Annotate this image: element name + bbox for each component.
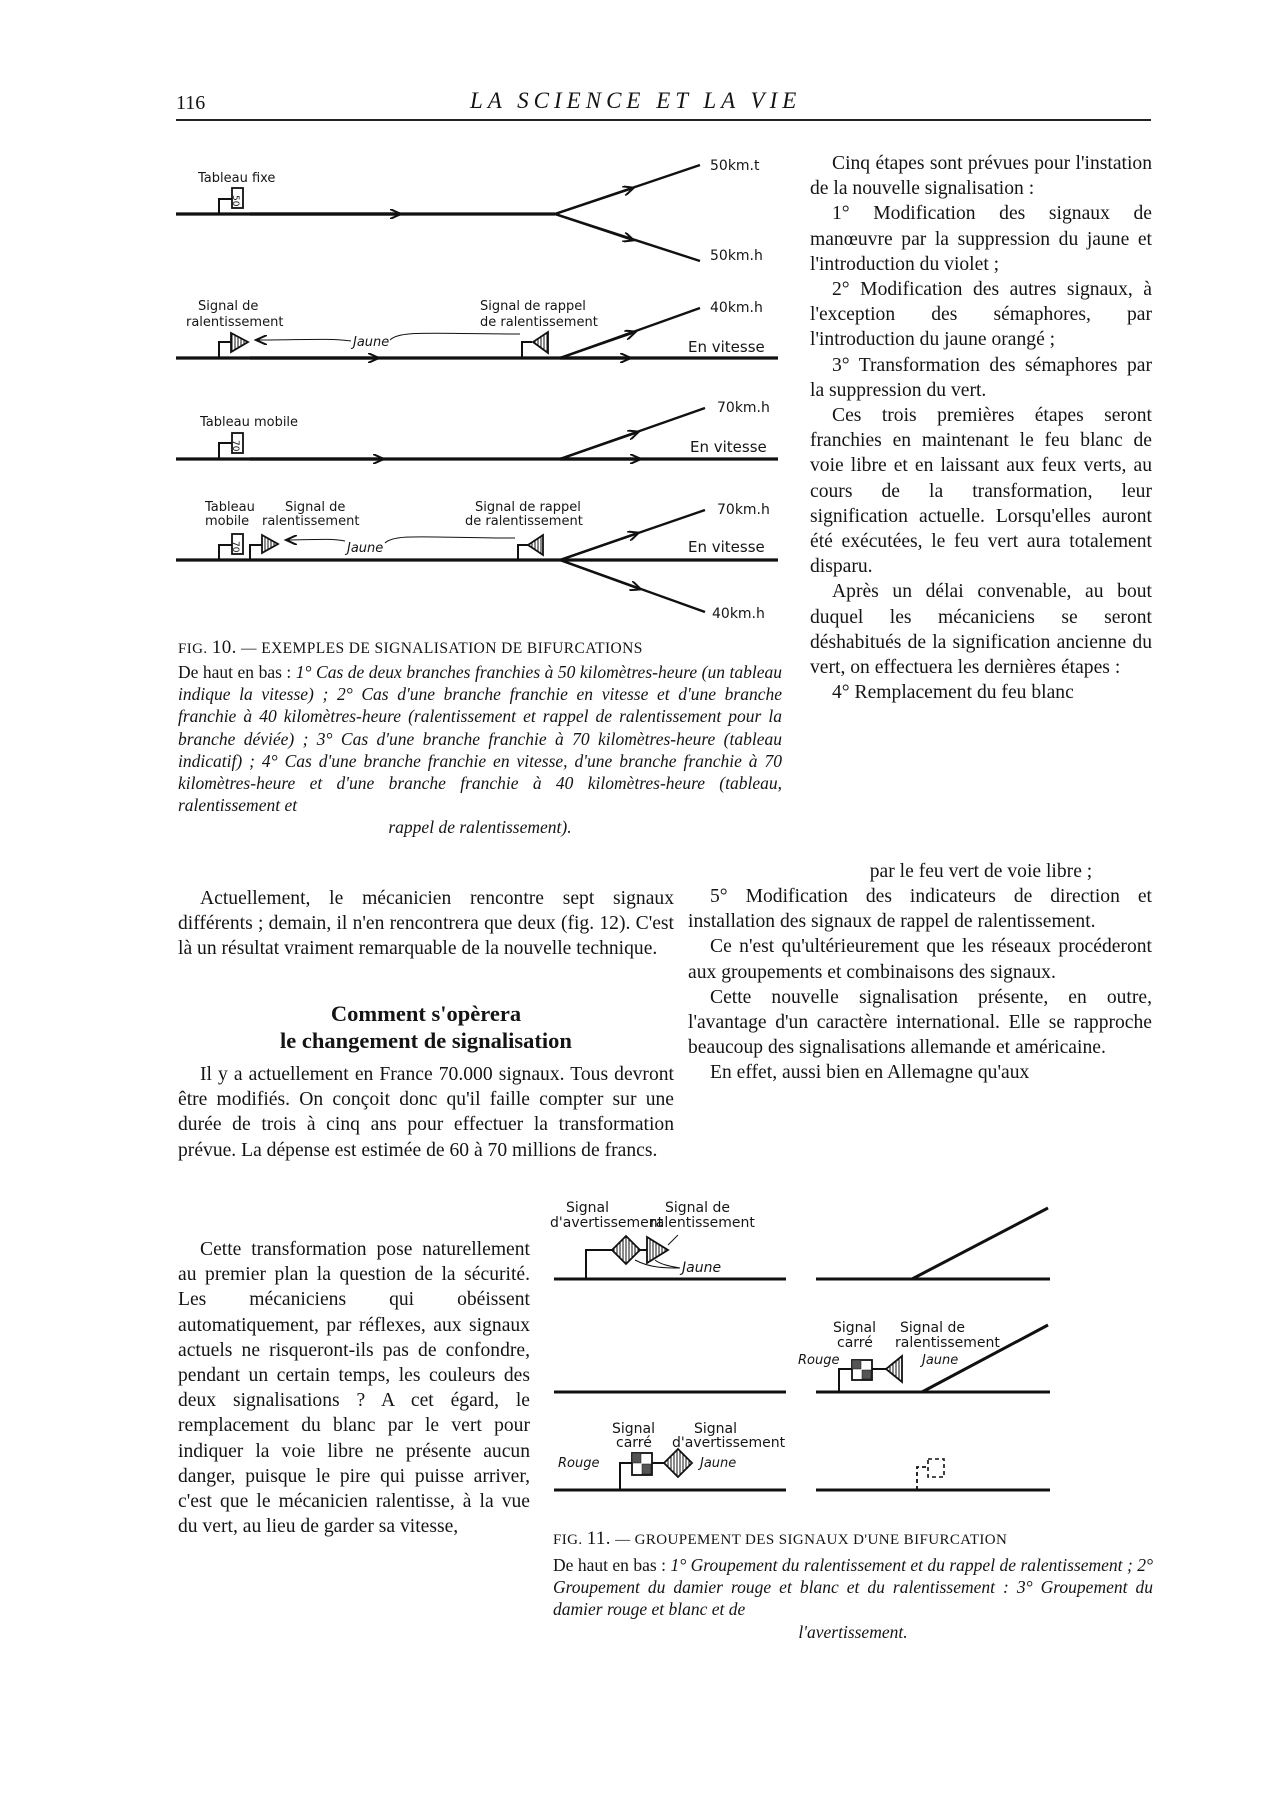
svg-text:Jaune: Jaune — [682, 1260, 722, 1276]
fig11-caption-title: FIG. 11. — GROUPEMENT DES SIGNAUX D'UNE BIFURCATION — [553, 1528, 1008, 1549]
running-title: LA SCIENCE ET LA VIE — [470, 88, 802, 113]
svg-text:En vitesse: En vitesse — [688, 338, 765, 356]
svg-text:de ralentissement: de ralentissement — [480, 315, 598, 330]
section-heading: Comment s'opèrera le changement de signalisation — [280, 1001, 572, 1053]
svg-text:50km.h: 50km.h — [710, 248, 763, 264]
svg-text:Rouge: Rouge — [558, 1456, 600, 1471]
paragraph: Cinq étapes sont prévues pour l'instation de la nouvelle signalisation : — [810, 153, 1152, 200]
svg-text:ralentissement: ralentissement — [186, 315, 284, 330]
svg-text:Jaune: Jaune — [922, 1353, 959, 1368]
svg-text:40km.h: 40km.h — [710, 300, 763, 316]
left-column-upper — [178, 886, 674, 962]
svg-text:Jaune: Jaune — [700, 1456, 737, 1471]
svg-text:70km.h: 70km.h — [717, 400, 770, 416]
paragraph: Actuellement, le mécanicien rencontre sept signaux différents ; demain, il n'en rencontrera que deux (fig. 12). C'est là un résultat vraiment remarquable de la nouvelle technique. — [178, 888, 674, 960]
svg-text:d'avertissement: d'avertissement — [672, 1435, 786, 1451]
list-item: 1° Modification des signaux de manœuvre par la suppression du jaune et l'introduction du violet ; — [810, 203, 1152, 275]
svg-text:En vitesse: En vitesse — [690, 438, 767, 456]
fig11-caption-body: De haut en bas : 1° Groupement du ralentissement et du rappel de ralentissement ; 2° Groupement du damier rouge et blanc et du ralentissement : 3° Groupement du damier rouge et blanc et de — [553, 1555, 1153, 1620]
paragraph: Après un délai convenable, au bout duquel les mécaniciens se seront déshabitués de la signification ancienne du vert, on effectuera les dernières étapes : — [810, 581, 1152, 679]
paragraph: Cette transformation pose naturellement au premier plan la question de la sécurité. Les mécaniciens qui obéissent automatiquement, par réflexes, aux signaux actuels ne risqueront-ils pas de confondre, pendant un certain temps, les couleurs des deux signalisations ? A cet égard, le remplacement du blanc par le vert pour indiquer la voie libre ne présente aucun danger, puisque le pire qui puisse arriver, c'est que le mécanicien ralentisse, à la vue du vert, au lieu de garder sa vitesse, — [178, 1239, 530, 1538]
svg-text:50: 50 — [230, 195, 240, 207]
list-item: 3° Transformation des sémaphores par la suppression du vert. — [810, 354, 1152, 401]
svg-text:Tableau: Tableau — [205, 500, 255, 515]
svg-text:Signal: Signal — [612, 1421, 656, 1437]
left-column-para2-top — [178, 1062, 674, 1163]
svg-text:Jaune: Jaune — [353, 335, 390, 350]
svg-text:de ralentissement: de ralentissement — [465, 514, 583, 529]
fig10-caption-title: FIG. 10. — EXEMPLES DE SIGNALISATION DE BIFURCATIONS — [178, 637, 643, 658]
fig10-caption-body: De haut en bas : 1° Cas de deux branches franchies à 50 kilomètres-heure (un tableau indique la vitesse) ; 2° Cas d'une branche franchie en vitesse et d'une branche franchie à 40 kilomètres-heure (ralentissement et rappel de ralentissement pour la branche déviée) ; 3° Cas d'une branche franchie à 70 kilomètres-heure (tableau indicatif) ; 4° Cas d'une branche franchie en vitesse, d'une branche franchie à 70 kilomètres-heure et d'une branche franchie à 40 kilomètres-heure (tableau, ralentissement et — [178, 662, 782, 816]
paragraph: Cette nouvelle signalisation présente, en outre, l'avantage d'un caractère international. Elle se rapproche beaucoup des signalisations allemande et américaine. — [688, 986, 1152, 1059]
svg-text:70: 70 — [230, 440, 240, 452]
svg-text:70: 70 — [230, 541, 240, 553]
fig10-diagram — [0, 0, 800, 620]
right-column-bottom — [688, 884, 1152, 1086]
svg-text:Signal: Signal — [833, 1320, 877, 1336]
svg-text:ralentissement: ralentissement — [895, 1335, 1000, 1351]
svg-text:Signal de: Signal de — [665, 1200, 730, 1216]
svg-text:Signal de rappel: Signal de rappel — [475, 500, 581, 515]
list-item-continuation: par le feu vert de voie libre ; — [869, 861, 1093, 882]
svg-text:Jaune: Jaune — [347, 541, 384, 556]
svg-text:En vitesse: En vitesse — [688, 538, 765, 556]
svg-text:Signal de: Signal de — [900, 1320, 965, 1336]
svg-text:Signal de: Signal de — [285, 500, 346, 515]
left-column-lower — [178, 1237, 530, 1539]
svg-text:Signal: Signal — [566, 1200, 610, 1216]
fig11-diagram — [550, 1180, 1170, 1520]
paragraph: Ce n'est qu'ultérieurement que les réseaux procéderont aux groupements et combinaisons des signaux. — [688, 936, 1152, 983]
svg-text:carré: carré — [837, 1335, 873, 1351]
fig10-label: Tableau fixe — [198, 171, 276, 186]
svg-text:50km.t: 50km.t — [710, 158, 760, 174]
list-item: 4° Remplacement du feu blanc — [832, 682, 1074, 704]
list-item: 5° Modification des indicateurs de direction et installation des signaux de rappel de ralentissement. — [688, 886, 1152, 933]
svg-text:mobile: mobile — [205, 514, 250, 529]
fig10-caption: FIG. 10. — EXEMPLES DE SIGNALISATION DE BIFURCATIONS De haut en bas : 1° Cas de deux branches franchies à 50 kilomètres-heure (un tableau indique la vitesse) ; 2° Cas d'une branche franchie en vitesse et d'une branche franchie à 40 kilomètres-heure (ralentissement et rappel de ralentissement pour la branche déviée) ; 3° Cas d'une branche franchie à 70 kilomètres-heure (tableau indicatif) ; 4° Cas d'une branche franchie en vitesse, d'une branche franchie à 70 kilomètres-heure et d'une branche franchie à 40 kilomètres-heure (tableau, ralentissement et rappel de ralentissement). — [178, 637, 782, 838]
svg-text:Signal de rappel: Signal de rappel — [480, 299, 586, 314]
fig11-caption: FIG. 11. — GROUPEMENT DES SIGNAUX D'UNE BIFURCATION De haut en bas : 1° Groupement du ralentissement et du rappel de ralentissement ; 2° Groupement du damier rouge et blanc et du ralentissement : 3° Groupement du damier rouge et blanc et de l'avertissement. — [553, 1528, 1153, 1642]
svg-text:ralentissement: ralentissement — [650, 1215, 755, 1231]
right-column-top — [810, 151, 1152, 705]
svg-text:ralentissement: ralentissement — [262, 514, 360, 529]
svg-text:70km.h: 70km.h — [717, 502, 770, 518]
paragraph: Ces trois premières étapes seront franchies en maintenant le feu blanc de voie libre et en laissant aux feux verts, au cours de la transformation, leur signification actuelle. Lorsqu'elles auront été exécutées, le feu vert aura totalement disparu. — [810, 405, 1152, 578]
svg-text:Signal de: Signal de — [198, 299, 259, 314]
svg-text:Tableau mobile: Tableau mobile — [200, 415, 299, 430]
svg-text:Signal: Signal — [694, 1421, 738, 1437]
svg-text:carré: carré — [616, 1435, 652, 1451]
paragraph: Il y a actuellement en France 70.000 signaux. Tous devront être modifiés. On conçoit donc qu'il faille compter sur une durée de trois à cinq ans pour effectuer la transformation prévue. La dépense est estimée de 60 à 70 millions de francs. — [178, 1064, 674, 1161]
svg-text:d'avertissement: d'avertissement — [550, 1215, 664, 1231]
paragraph: En effet, aussi bien en Allemagne qu'aux — [710, 1062, 1030, 1084]
svg-text:40km.h: 40km.h — [712, 606, 765, 620]
list-item: 2° Modification des autres signaux, à l'exception des sémaphores, par l'introduction du jaune orangé ; — [810, 279, 1152, 351]
svg-text:Rouge: Rouge — [798, 1353, 840, 1368]
page-number: 116 — [176, 92, 206, 114]
